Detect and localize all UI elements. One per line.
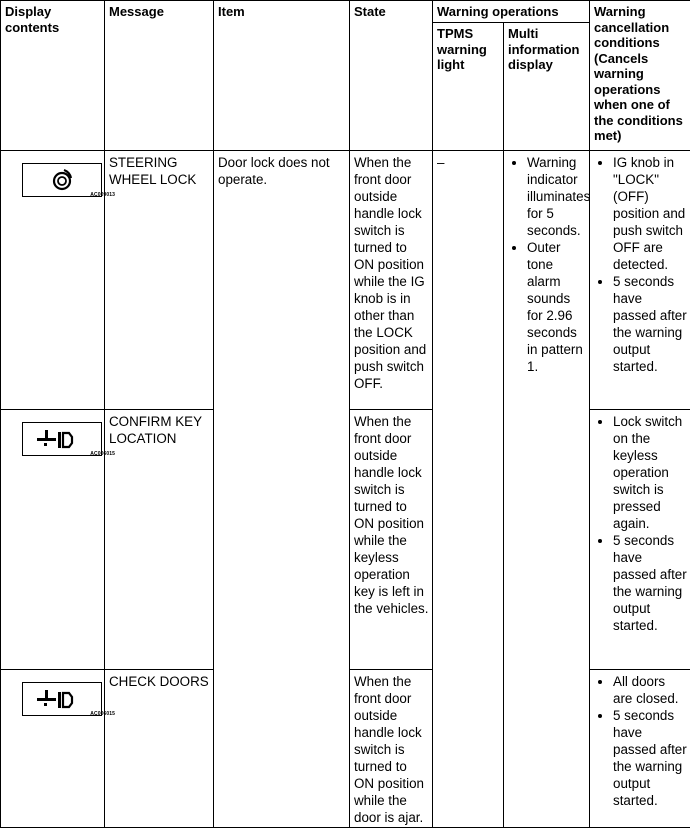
icon-code: AC006015	[90, 711, 115, 717]
display-cell	[1, 151, 115, 410]
icon-code: AC009013	[90, 192, 115, 198]
header-multi-info: Multi information display	[504, 23, 590, 151]
header-message: Message	[105, 1, 214, 151]
header-state: State	[350, 1, 433, 151]
message-cell: CHECK DOORS	[105, 670, 214, 828]
list-item: • 5 seconds have passed after the warning output started.	[613, 532, 687, 634]
cancel-cell	[590, 670, 690, 828]
list-item: • All doors are closed.	[613, 673, 687, 707]
key-warning-icon	[22, 422, 115, 457]
cancel-cell	[590, 410, 690, 670]
icon-code: AC006015	[90, 451, 115, 457]
steering-lock-icon	[22, 163, 115, 198]
list-item: • IG knob in "LOCK" (OFF) position and push switch OFF are detected.	[613, 154, 687, 273]
header-item: Item	[214, 1, 350, 151]
message-cell: STEERING WHEEL LOCK	[105, 151, 214, 410]
header-tpms: TPMS warning light	[433, 23, 504, 151]
display-cell	[1, 410, 115, 670]
header-warning-operations: Warning operations	[433, 1, 590, 23]
state-cell: When the front door outside handle lock switch is turned to ON position while the keyless operation key is left in the vehicles.	[350, 410, 433, 670]
header-display-contents: Display contents	[1, 1, 105, 151]
item-cell: Door lock does not operate.	[214, 151, 350, 828]
state-cell: When the front door outside handle lock switch is turned to ON position while the IG knob is in other than the LOCK position and push switch OFF.	[350, 151, 433, 410]
tpms-cell: –	[433, 151, 504, 828]
key-warning-icon	[22, 682, 115, 717]
message-cell: CONFIRM KEY LOCATION	[105, 410, 214, 670]
list-item: • Outer tone alarm sounds for 2.96 seconds in pattern 1.	[527, 239, 586, 375]
list-item: • 5 seconds have passed after the warning output started.	[613, 273, 687, 375]
list-item: • Lock switch on the keyless operation switch is pressed again.	[613, 413, 687, 532]
cancel-cell	[590, 151, 690, 410]
list-item: • 5 seconds have passed after the warning output started.	[613, 707, 687, 809]
display-cell	[1, 670, 115, 828]
state-cell: When the front door outside handle lock switch is turned to ON position while the door is ajar.	[350, 670, 433, 828]
multi-info-cell	[504, 151, 590, 828]
list-item: • Warning indicator illuminates for 5 seconds.	[527, 154, 586, 239]
header-cancellation: Warning cancellation conditions (Cancels warning operations when one of the conditions met)	[590, 1, 690, 151]
